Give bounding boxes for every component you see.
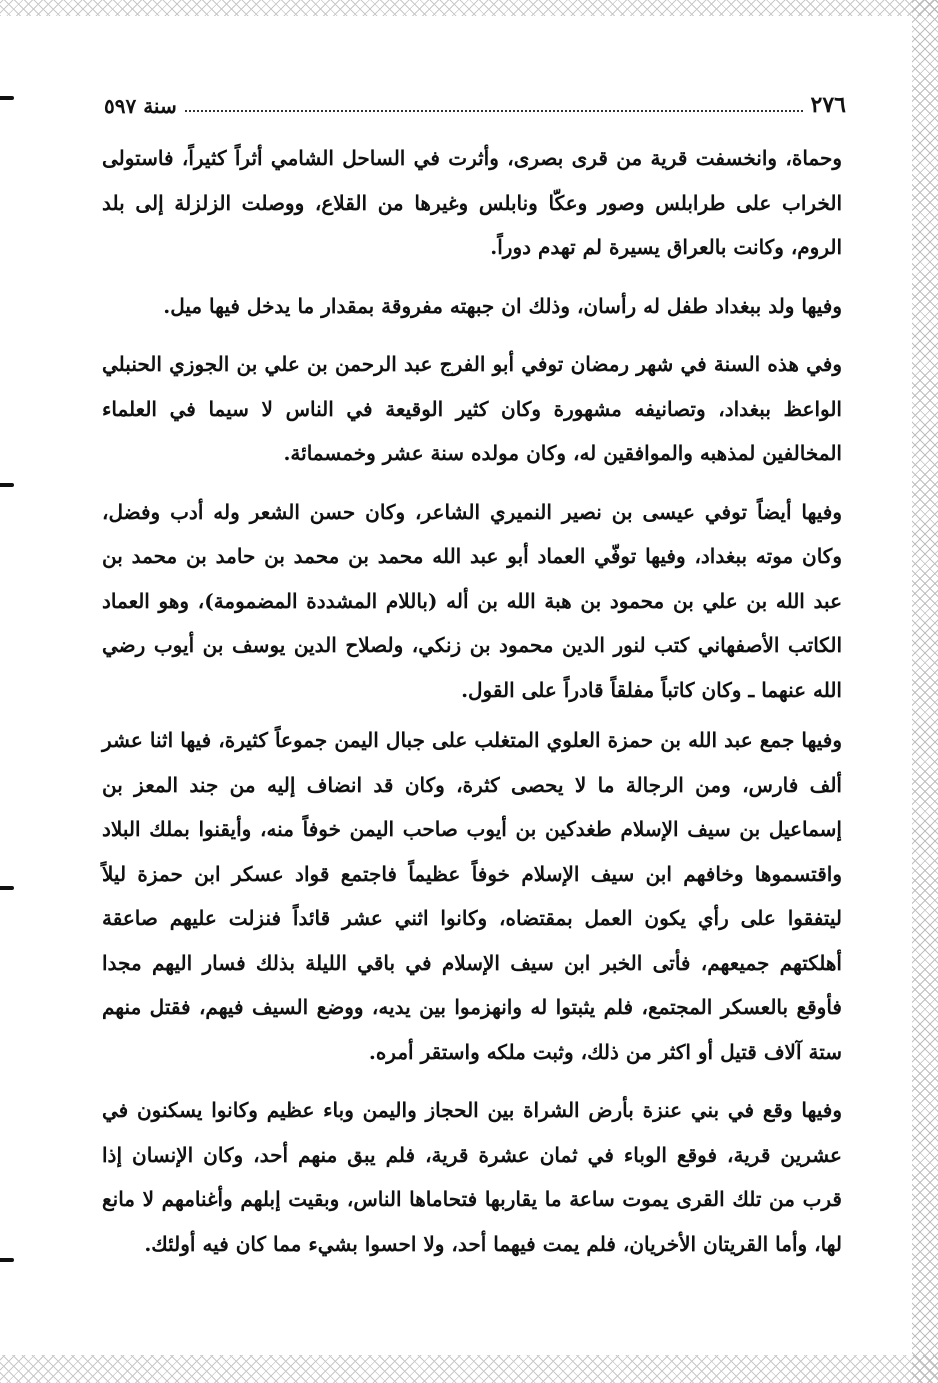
paragraph: وفي هذه السنة في شهر رمضان توفي أبو الفرج عبد الرحمن بن علي بن الجوزي الحنبلي الواعظ ببغداد، وتصانيفه مشهورة وكان كثير الوقيعة في الناس لا سيما في العلماء المخالفين لمذهبه والموافقين له، وكان مولده سنة عشر وخمسمائة. [102, 352, 842, 465]
running-title: سنة ٥٩٧ [104, 94, 177, 118]
paragraph: وفيها وقع في بني عنزة بأرض الشراة بين الحجاز واليمن وباء عظيم وكانوا يسكنون في عشرين قرية، فوقع الوباء في ثمان عشرة قرية، فلم يبق منهم أحد، وكان الإنسان إذا قرب من تلك القرى يموت ساعة ما يقاربها فتحاماها الناس، وبقيت إبلهم وأغنامهم لا مانع لها، وأما القريتان الأخريان، فلم يمت فيهما أحد، ولا احسوا بشيء مما كان فيه أولئك. [102, 1098, 842, 1256]
paragraph: وفيها ولد ببغداد طفل له رأسان، وذلك ان جبهته مفروقة بمقدار ما يدخل فيها ميل. [163, 293, 842, 318]
binding-mark [0, 1258, 14, 1262]
decorative-border-top [0, 0, 938, 16]
dotted-leader [185, 110, 803, 112]
paragraph: وحماة، وانخسفت قرية من قرى بصرى، وأثرت في الساحل الشامي أثراً كثيراً، فاستولى الخراب على طرابلس وصور وعكّا ونابلس وغيرها من القلاع، ووصلت الزلزلة إلى بلد الروم، وكانت بالعراق يسيرة لم تهدم دوراً. [102, 146, 842, 259]
page-header [104, 82, 846, 118]
decorative-border-right [912, 0, 938, 1383]
paragraph: وفيها جمع عبد الله بن حمزة العلوي المتغلب على جبال اليمن جموعاً كثيرة، فيها اثنا عشر ألف فارس، ومن الرجالة ما لا يحصى كثرة، وكان قد انضاف إليه من جند المعز بن إسماعيل بن سيف الإسلام طغدكين بن أيوب صاحب اليمن خوفاً منه، وأيقنوا بملك البلاد واقتسموها وخافهم ابن سيف الإسلام خوفاً عظيماً فاجتمع قواد عسكر ابن حمزة ليلاً ليتفقوا على رأي يكون العمل بمقتضاه، وكانوا اثني عشر قائداً فنزلت عليهم صاعقة أهلكتهم جميعهم، فأتى الخبر ابن سيف الإسلام في باقي الليلة بذلك فسار اليهم مجدا فأوقع بالعسكر المجتمع، فلم يثبتوا له وانهزموا بين يديه، ووضع السيف فيهم، فقتل منهم ستة آلاف قتيل أو اكثر من ذلك، وثبت ملكه واستقر أمره. [102, 728, 842, 1064]
binding-mark [0, 483, 14, 487]
page-number: ٢٧٦ [810, 92, 846, 118]
paragraph: وفيها أيضاً توفي عيسى بن نصير النميري الشاعر، وكان حسن الشعر وله أدب وفضل، وكان موته ببغداد، وفيها توفّي العماد أبو عبد الله محمد بن محمد بن حامد بن محمد بن عبد الله بن علي بن محمود بن هبة الله بن أله (باللام المشددة المضمومة)، وهو العماد الكاتب الأصفهاني كتب لنور الدين محمود بن زنكي، ولصلاح الدين يوسف بن أيوب رضي الله عنهما ـ وكان كاتباً مفلقاً قادراً على القول. [102, 499, 842, 702]
decorative-border-bottom [0, 1355, 938, 1383]
binding-mark [0, 886, 14, 890]
page-body [102, 136, 842, 1266]
binding-mark [0, 96, 14, 100]
